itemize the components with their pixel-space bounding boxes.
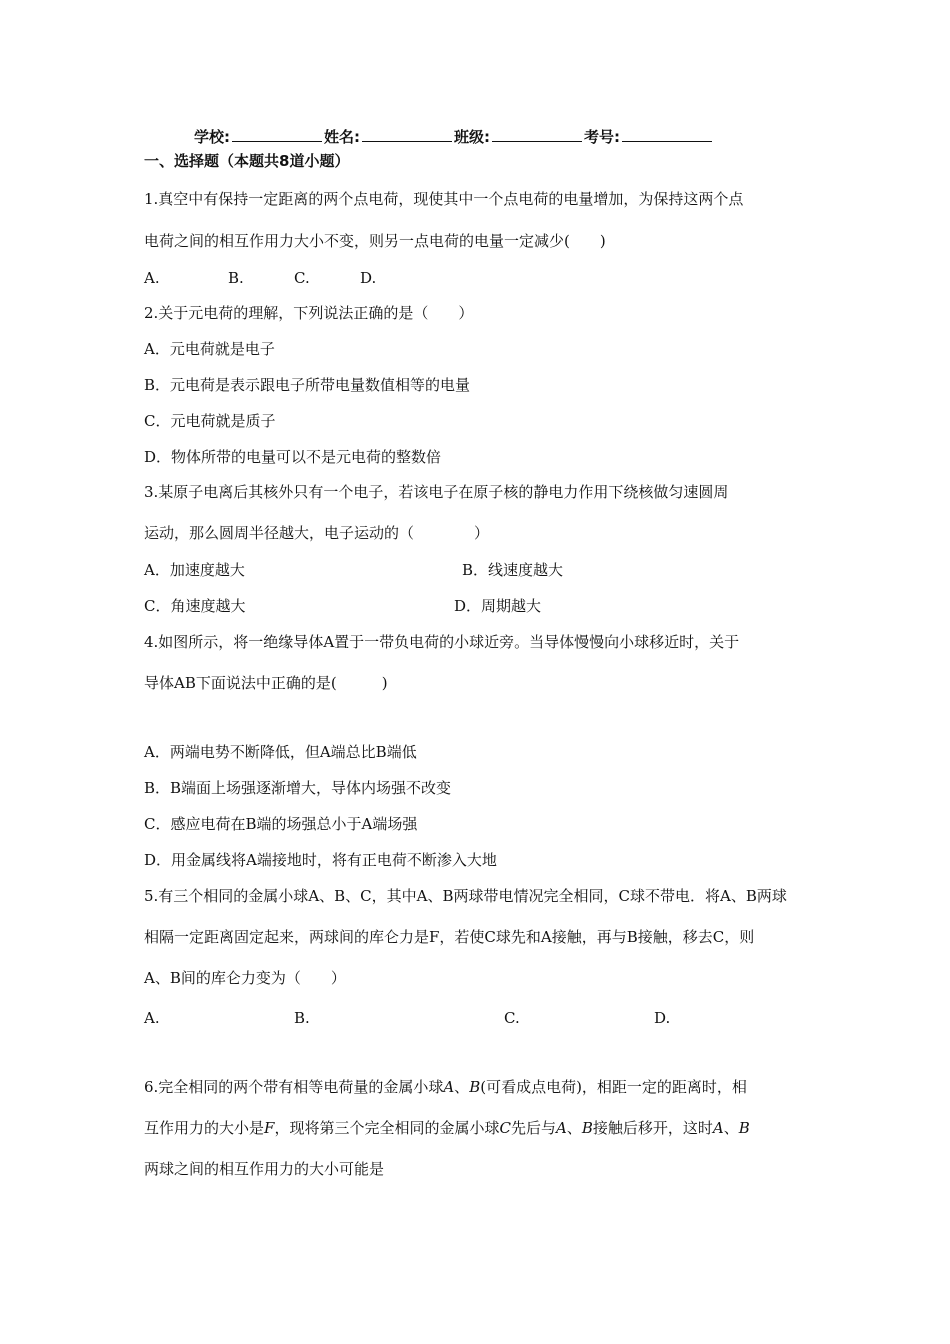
student-info-header xyxy=(194,127,714,147)
name-blank[interactable] xyxy=(362,127,452,142)
q6-text: 、 xyxy=(723,1119,739,1137)
q4-option-d[interactable]: D．用金属线将A端接地时，将有正电荷不断渗入大地 xyxy=(144,851,497,869)
q5-option-a[interactable]: A. xyxy=(144,1009,160,1027)
q3-option-b[interactable]: B．线速度越大 xyxy=(462,561,564,579)
q5-stem-line2: 相隔一定距离固定起来，两球间的库仑力是F，若使C球先和A接触，再与B接触，移去C，则 xyxy=(144,928,755,946)
q6-text: 、 xyxy=(566,1119,582,1137)
q6-stem-line3: 两球之间的相互作用力的大小可能是 xyxy=(144,1160,385,1178)
q6-stem-line2 xyxy=(144,1118,750,1138)
q2-option-b[interactable]: B．元电荷是表示跟电子所带电量数值相等的电量 xyxy=(144,376,471,394)
q5-option-c[interactable]: C. xyxy=(504,1009,520,1027)
q5-option-b[interactable]: B. xyxy=(294,1009,310,1027)
q5-stem-line1: 5.有三个相同的金属小球A、B、C，其中A、B两球带电情况完全相同，C球不带电．将A、B两球 xyxy=(144,887,787,905)
q1-stem-line2: 电荷之间的相互作用力大小不变，则另一点电荷的电量一定减少( ) xyxy=(144,232,606,250)
q2-stem: 2.关于元电荷的理解，下列说法正确的是（ ） xyxy=(144,304,474,322)
q6-text: 、 xyxy=(454,1078,470,1096)
q3-option-c[interactable]: C．角速度越大 xyxy=(144,597,246,615)
school-blank[interactable] xyxy=(232,127,322,142)
q6-var-c: C xyxy=(499,1119,511,1137)
q6-text: (可看成点电荷)，相距一定的距离时，相 xyxy=(480,1078,747,1096)
q1-stem-line1: 1.真空中有保持一定距离的两个点电荷，现使其中一个点电荷的电量增加，为保持这两个点 xyxy=(144,190,744,208)
q5-stem-line3: A、B间的库仑力变为（ ） xyxy=(144,969,346,987)
q1-option-a[interactable]: A. xyxy=(144,269,160,287)
q1-option-d[interactable]: D. xyxy=(360,269,377,287)
q2-option-a[interactable]: A．元电荷就是电子 xyxy=(144,340,275,358)
section-title: 一、选择题（本题共8道小题） xyxy=(144,152,350,170)
q6-var-a: A xyxy=(555,1119,567,1137)
q4-stem-line2: 导体AB下面说法中正确的是( ) xyxy=(144,674,388,692)
q3-option-a[interactable]: A．加速度越大 xyxy=(144,561,245,579)
q4-option-b[interactable]: B．B端面上场强逐渐增大，导体内场强不改变 xyxy=(144,779,452,797)
q4-stem-line1: 4.如图所示，将一绝缘导体A置于一带负电荷的小球近旁。当导体慢慢向小球移近时，关于 xyxy=(144,633,740,651)
q6-stem-line1 xyxy=(144,1077,747,1097)
q3-stem-line2: 运动，那么圆周半径越大，电子运动的（ ） xyxy=(144,524,490,542)
q4-option-a[interactable]: A．两端电势不断降低，但A端总比B端低 xyxy=(144,743,417,761)
q6-var-f: F xyxy=(264,1119,275,1137)
q1-option-c[interactable]: C. xyxy=(294,269,310,287)
q6-text: 先后与 xyxy=(510,1119,556,1137)
name-label: 姓名: xyxy=(324,128,360,146)
school-label: 学校: xyxy=(194,128,230,146)
class-blank[interactable] xyxy=(492,127,582,142)
q2-option-c[interactable]: C．元电荷就是质子 xyxy=(144,412,276,430)
class-label: 班级: xyxy=(454,128,490,146)
q6-text: 互作用力的大小是 xyxy=(144,1119,265,1137)
q3-option-d[interactable]: D．周期越大 xyxy=(454,597,542,615)
q6-var-a: A xyxy=(443,1078,455,1096)
q4-option-c[interactable]: C．感应电荷在B端的场强总小于A端场强 xyxy=(144,815,418,833)
q6-text: 6.完全相同的两个带有相等电荷量的金属小球 xyxy=(144,1078,444,1096)
q2-option-d[interactable]: D．物体所带的电量可以不是元电荷的整数倍 xyxy=(144,448,442,466)
q3-stem-line1: 3.某原子电离后其核外只有一个电子，若该电子在原子核的静电力作用下绕核做匀速圆周 xyxy=(144,483,729,501)
q1-option-b[interactable]: B. xyxy=(228,269,244,287)
exam-no-label: 考号: xyxy=(584,128,620,146)
q6-var-a: A xyxy=(712,1119,724,1137)
q6-var-b: B xyxy=(738,1119,750,1137)
q6-var-b: B xyxy=(469,1078,481,1096)
q6-text: 接触后移开，这时 xyxy=(592,1119,713,1137)
q6-var-b: B xyxy=(581,1119,593,1137)
q6-text: ，现将第三个完全相同的金属小球 xyxy=(274,1119,500,1137)
q5-option-d[interactable]: D. xyxy=(654,1009,671,1027)
exam-no-blank[interactable] xyxy=(622,127,712,142)
